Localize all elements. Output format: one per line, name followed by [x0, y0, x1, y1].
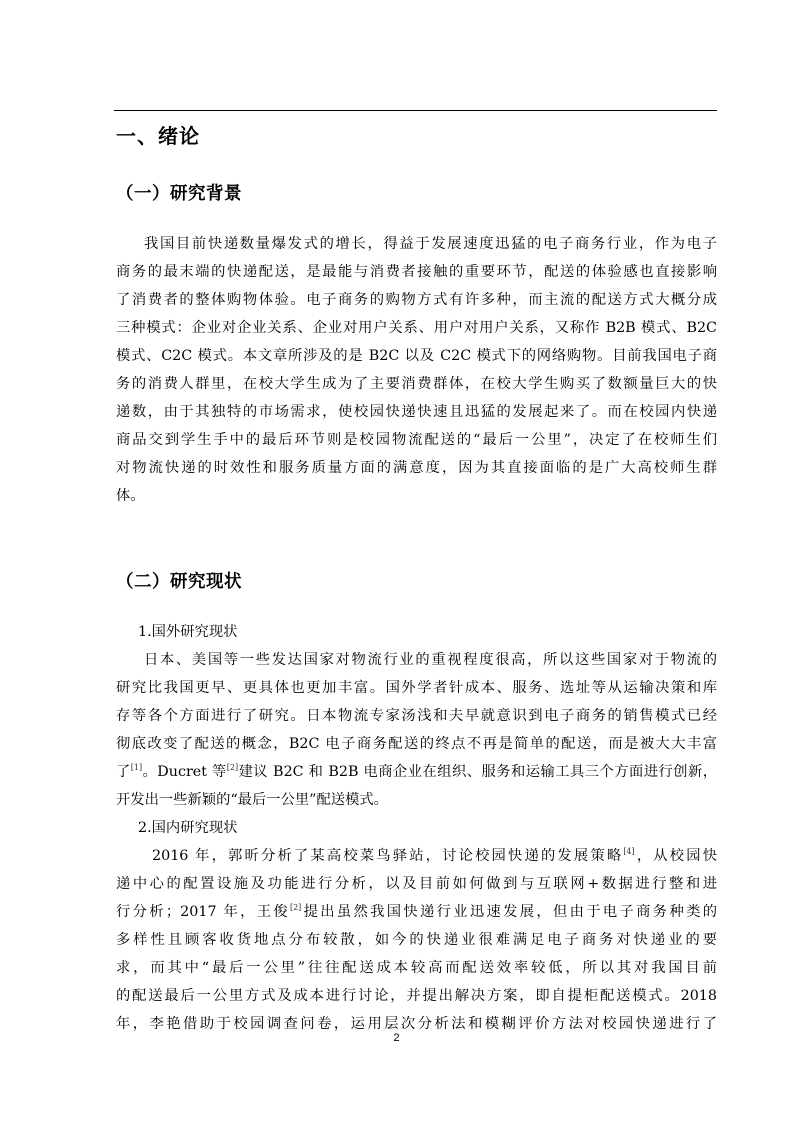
text-line: 了消费者的整体购物体验。电子商务的购物方式有许多种，而主流的配送方式大概分成	[116, 292, 717, 308]
text-line: 存等各个方面进行了研究。日本物流专家汤浅和夫早就意识到电子商务的销售模式已经	[116, 708, 717, 724]
citation-mark: [4]	[623, 847, 635, 856]
page-number: 2	[393, 1032, 400, 1044]
text-line: 对物流快递的时效性和服务质量方面的满意度，因为其直接面临的是广大高校师生群	[116, 460, 717, 476]
header-rule	[114, 110, 717, 111]
text-line: 务的消费人群里，在校大学生成为了主要消费群体，在校大学生购买了数额量巨大的快	[116, 376, 717, 392]
text-line: 三种模式：企业对企业关系、企业对用户关系、用户对用户关系，又称作 B2B 模式、B2C	[116, 320, 717, 336]
subsection-title-foreign: 1.国外研究现状	[138, 624, 238, 640]
text-line: 递中心的配置设施及功能进行分析，以及目前如何做到与互联网+数据进行整和进	[116, 876, 717, 892]
text-line: 研究比我国更早、更具体也更加丰富。国外学者针成本、服务、选址等从运输决策和库	[116, 680, 717, 696]
text-line: 我国目前快递数量爆发式的增长，得益于发展速度迅猛的电子商务行业，作为电子	[144, 236, 717, 252]
text-line: 日本、美国等一些发达国家对物流行业的重视程度很高，所以这些国家对于物流的	[144, 652, 717, 668]
text-line: 递数，由于其独特的市场需求，使校园快递快速且迅猛的发展起来了。而在校园内快递	[116, 404, 717, 420]
text-line: 的配送最后一公里方式及成本进行讨论，并提出解决方案，即自提柜配送模式。2018	[116, 988, 717, 1004]
text-line: 2016 年，郭昕分析了某高校菜鸟驿站，讨论校园快递的发展策略[4]，从校园快	[152, 847, 718, 864]
text-line: 彻底改变了配送的概念，B2C 电子商务配送的终点不再是简单的配送，而是被大大丰富	[116, 736, 717, 752]
subsection-title-domestic: 2.国内研究现状	[138, 820, 238, 836]
citation-mark: [2]	[226, 763, 239, 772]
background-paragraph	[116, 230, 717, 510]
section-title-status: （二）研究现状	[116, 572, 242, 592]
text-line: 商务的最末端的快递配送，是最能与消费者接触的重要环节，配送的体验感也直接影响	[116, 264, 717, 280]
text-line: 了[1]。Ducret 等[2]建议 B2C 和 B2B 电商企业在组织、服务和运输工具三个方面进行创新，	[116, 763, 717, 780]
text-line: 多样性且顾客收货地点分布较散，如今的快递业很难满足电子商务对快递业的要	[116, 932, 717, 948]
text-line: 求，而其中“最后一公里”往往配送成本较高而配送效率较低，所以其对我国目前	[116, 960, 717, 976]
section-title-background: （一）研究背景	[116, 184, 242, 204]
text-line: 体。	[116, 488, 145, 504]
citation-mark: [2]	[289, 903, 302, 912]
text-line: 开发出一些新颖的“最后一公里”配送模式。	[116, 792, 388, 808]
text-line: 模式、C2C 模式。本文章所涉及的是 B2C 以及 C2C 模式下的网络购物。目前我国电子商	[116, 348, 717, 364]
chapter-heading: 一、绪论	[116, 124, 200, 148]
foreign-research-paragraph	[116, 646, 717, 814]
text-line: 行分析；2017 年，王俊[2]提出虽然我国快递行业迅速发展，但由于电子商务种类的	[116, 903, 717, 920]
domestic-research-paragraph	[116, 842, 717, 1038]
text-line: 年，李艳借助于校园调查问卷，运用层次分析法和模糊评价方法对校园快递进行了	[116, 1016, 717, 1032]
citation-mark: [1]	[130, 763, 143, 772]
text-line: 商品交到学生手中的最后环节则是校园物流配送的“最后一公里”，决定了在校师生们	[116, 432, 717, 448]
